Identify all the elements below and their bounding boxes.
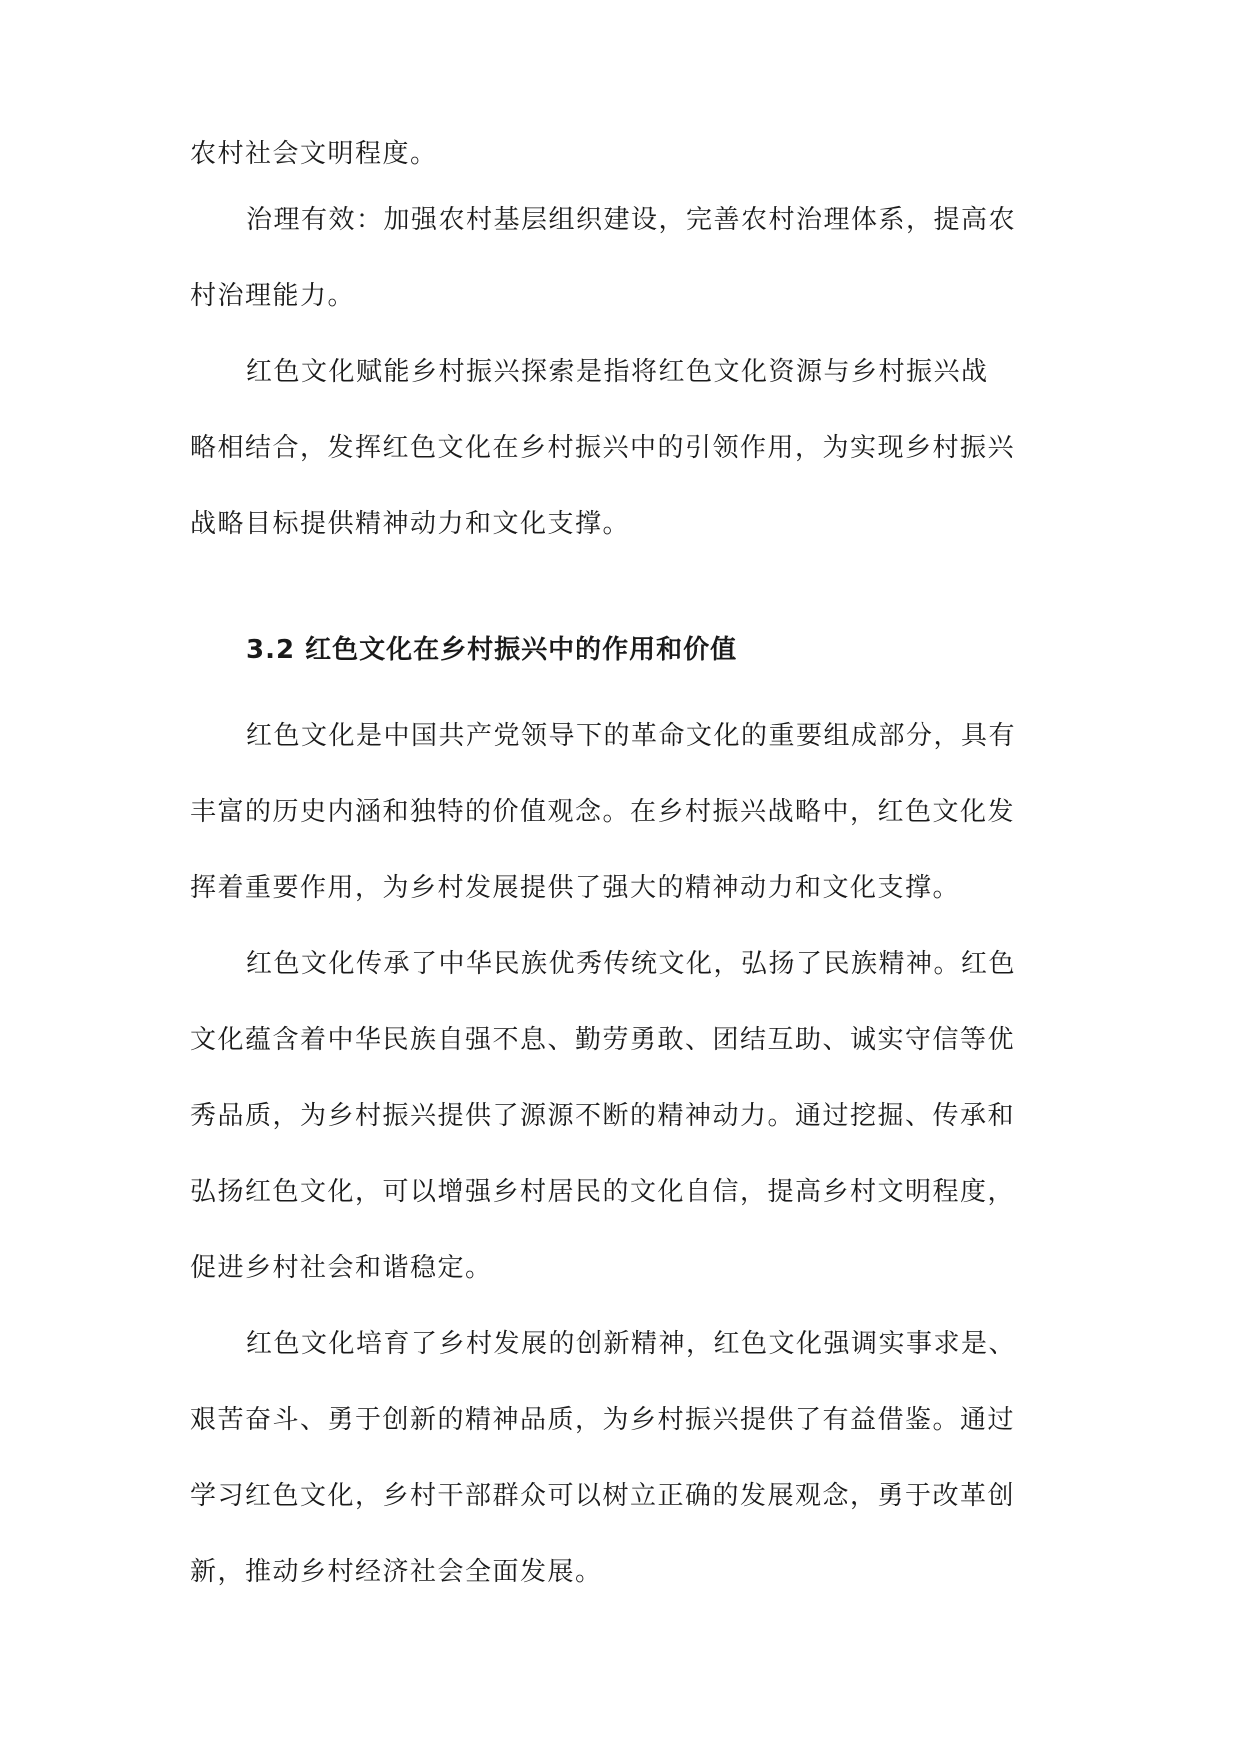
paragraph-line: 新，推动乡村经济社会全面发展。	[190, 1557, 603, 1587]
paragraph-line: 红色文化赋能乡村振兴探索是指将红色文化资源与乡村振兴战	[246, 357, 989, 387]
paragraph-line: 略相结合，发挥红色文化在乡村振兴中的引领作用，为实现乡村振兴	[190, 433, 1016, 463]
paragraph-line: 艰苦奋斗、勇于创新的精神品质，为乡村振兴提供了有益借鉴。通过	[190, 1405, 1016, 1435]
paragraph-line: 弘扬红色文化，可以增强乡村居民的文化自信，提高乡村文明程度，	[190, 1177, 1016, 1207]
paragraph-line: 红色文化传承了中华民族优秀传统文化，弘扬了民族精神。红色	[246, 949, 1017, 979]
paragraph-line: 红色文化是中国共产党领导下的革命文化的重要组成部分，具有	[246, 721, 1017, 751]
paragraph-line: 秀品质，为乡村振兴提供了源源不断的精神动力。通过挖掘、传承和	[190, 1101, 1016, 1131]
section-paragraph-1	[190, 698, 1060, 926]
section-paragraph-3	[190, 1306, 1060, 1610]
paragraph-line: 红色文化培育了乡村发展的创新精神，红色文化强调实事求是、	[246, 1329, 1017, 1359]
paragraph-line: 文化蕴含着中华民族自强不息、勤劳勇敢、团结互助、诚实守信等优	[190, 1025, 1016, 1055]
section-heading: 3.2 红色文化在乡村振兴中的作用和价值	[246, 635, 738, 665]
paragraph-line: 治理有效：加强农村基层组织建设，完善农村治理体系，提高农	[246, 205, 1017, 235]
paragraph-line: 学习红色文化，乡村干部群众可以树立正确的发展观念，勇于改革创	[190, 1481, 1016, 1511]
paragraph-red-culture-definition	[190, 334, 1060, 562]
paragraph-line: 农村社会文明程度。	[190, 139, 438, 169]
paragraph-line: 村治理能力。	[190, 281, 356, 311]
paragraph-line: 战略目标提供精神动力和文化支撑。	[190, 509, 631, 539]
paragraph-governance	[190, 182, 1060, 334]
paragraph-continuation	[190, 116, 1060, 192]
section-heading-block	[190, 612, 1060, 688]
section-paragraph-2	[190, 926, 1060, 1306]
paragraph-line: 丰富的历史内涵和独特的价值观念。在乡村振兴战略中，红色文化发	[190, 797, 1016, 827]
paragraph-line: 促进乡村社会和谐稳定。	[190, 1253, 493, 1283]
paragraph-line: 挥着重要作用，为乡村发展提供了强大的精神动力和文化支撑。	[190, 873, 961, 903]
